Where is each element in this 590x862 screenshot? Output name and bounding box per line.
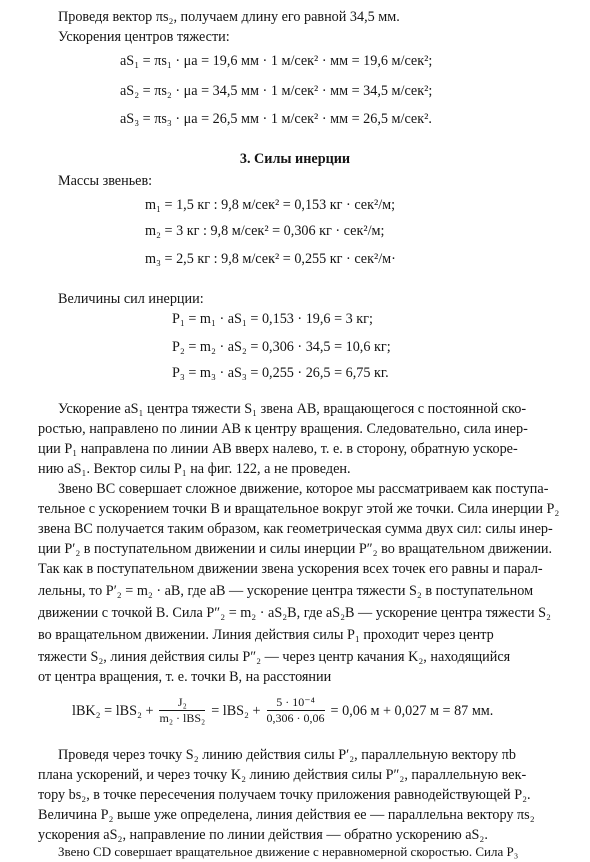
equation-p3: P₃ = m₃ · aS₃ = 0,255 · 26,5 = 6,75 кг.: [172, 365, 389, 381]
text-line: Проведя вектор πs₂, получаем длину его равной 34,5 мм.: [58, 9, 400, 25]
equation-as2: aS₂ = πs₂ · μa = 34,5 мм · 1 м/сек² · мм = 34,5 м/сек²;: [120, 83, 433, 99]
paragraph-line: движении с точкой B. Сила P″₂ = m₂ · aS₂B, где aS₂B — ускорение центра тяжести S₂: [38, 605, 551, 621]
fraction-numeric: [267, 696, 325, 726]
paragraph-line: во вращательном движении. Линия действия силы P₁ проходит через центр: [38, 627, 494, 643]
text-line: Массы звеньев:: [58, 173, 153, 189]
fraction-j2: [159, 696, 205, 726]
formula-lbk2: [72, 696, 493, 726]
fraction-numerator: J₂: [177, 695, 187, 709]
paragraph-line: тору bs₂, в точке пересечения получаем точку приложения равнодействующей P₂.: [38, 787, 531, 803]
paragraph-line: нию aS₁. Вектор силы P₁ на фиг. 122, а не проведен.: [38, 461, 351, 477]
paragraph-line: ции P₁ направлена по линии AB вверх налево, т. е. в сторону, обратную ускоре-: [38, 441, 518, 457]
equation-as1: aS₁ = πs₁ · μa = 19,6 мм · 1 м/сек² · мм = 19,6 м/сек²;: [120, 53, 433, 69]
fraction-numerator: 5 · 10⁻⁴: [276, 695, 315, 709]
formula-rhs: = 0,06 м + 0,027 м = 87 мм.: [330, 702, 494, 719]
paragraph-line: от центра вращения, т. е. точки B, на расстоянии: [38, 669, 332, 685]
formula-mid: = lBS₂ +: [211, 702, 261, 719]
formula-lhs: lBK₂ = lBS₂ +: [72, 702, 154, 719]
text-line: Ускорения центров тяжести:: [58, 29, 230, 45]
text-line: Величины сил инерции:: [58, 291, 204, 307]
paragraph-line: плана ускорений, и через точку K₂ линию действия силы P″₂, параллельную век-: [38, 767, 527, 783]
paragraph-line: ускорения aS₂, направление по линии действия — обратно ускорению aS₂.: [38, 827, 488, 843]
paragraph-line: лельны, то P′₂ = m₂ · aB, где aB — ускорение центра тяжести S₂ в поступательном: [38, 583, 534, 599]
section-title: 3. Силы инерции: [239, 151, 351, 167]
paragraph-line: ции P′₂ в поступательном движении и силы инерции P″₂ во вращательном движении.: [38, 541, 553, 557]
fraction-denominator: 0,306 · 0,06: [266, 710, 325, 725]
paragraph-line: звена BC получается таким образом, как геометрическая сумма двух сил: силы инер-: [38, 521, 553, 537]
paragraph-line: Величина P₂ выше уже определена, линия действия ее — параллельна вектору πs₂: [38, 807, 535, 823]
equation-as3: aS₃ = πs₃ · μa = 26,5 мм · 1 м/сек² · мм = 26,5 м/сек².: [120, 111, 432, 127]
paragraph-line: Так как в поступательном движении звена ускорения всех точек его равны и парал-: [38, 561, 543, 577]
paragraph-line: тельное с ускорением точки B и вращательное вокруг этой же точки. Сила инерции P₂: [38, 501, 560, 517]
equation-p1: P₁ = m₁ · aS₁ = 0,153 · 19,6 = 3 кг;: [172, 311, 373, 327]
equation-m2: m₂ = 3 кг : 9,8 м/сек² = 0,306 кг · сек²/м;: [145, 223, 385, 239]
equation-m1: m₁ = 1,5 кг : 9,8 м/сек² = 0,153 кг · сек²/м;: [145, 197, 396, 213]
paragraph-line: ростью, направлено по линии AB к центру вращения. Следовательно, сила инер-: [38, 421, 528, 437]
paragraph-line: Проведя через точку S₂ линию действия силы P′₂, параллельную вектору πb: [58, 747, 517, 763]
paragraph-line: Звено CD совершает вращательное движение с неравномерной скоростью. Сила P₃: [58, 844, 519, 859]
paragraph-line: тяжести S₂, линия действия силы P″₂ — через центр качания K₂, находящийся: [38, 649, 511, 665]
equation-m3: m₃ = 2,5 кг : 9,8 м/сек² = 0,255 кг · сек²/м·: [145, 251, 396, 267]
paragraph-line: Звено BC совершает сложное движение, которое мы рассматриваем как поступа-: [58, 481, 549, 497]
paragraph-line: Ускорение aS₁ центра тяжести S₁ звена AB, вращающегося с постоянной ско-: [58, 401, 527, 417]
equation-p2: P₂ = m₂ · aS₂ = 0,306 · 34,5 = 10,6 кг;: [172, 339, 391, 355]
fraction-denominator: m₂ · lBS₂: [159, 710, 206, 725]
